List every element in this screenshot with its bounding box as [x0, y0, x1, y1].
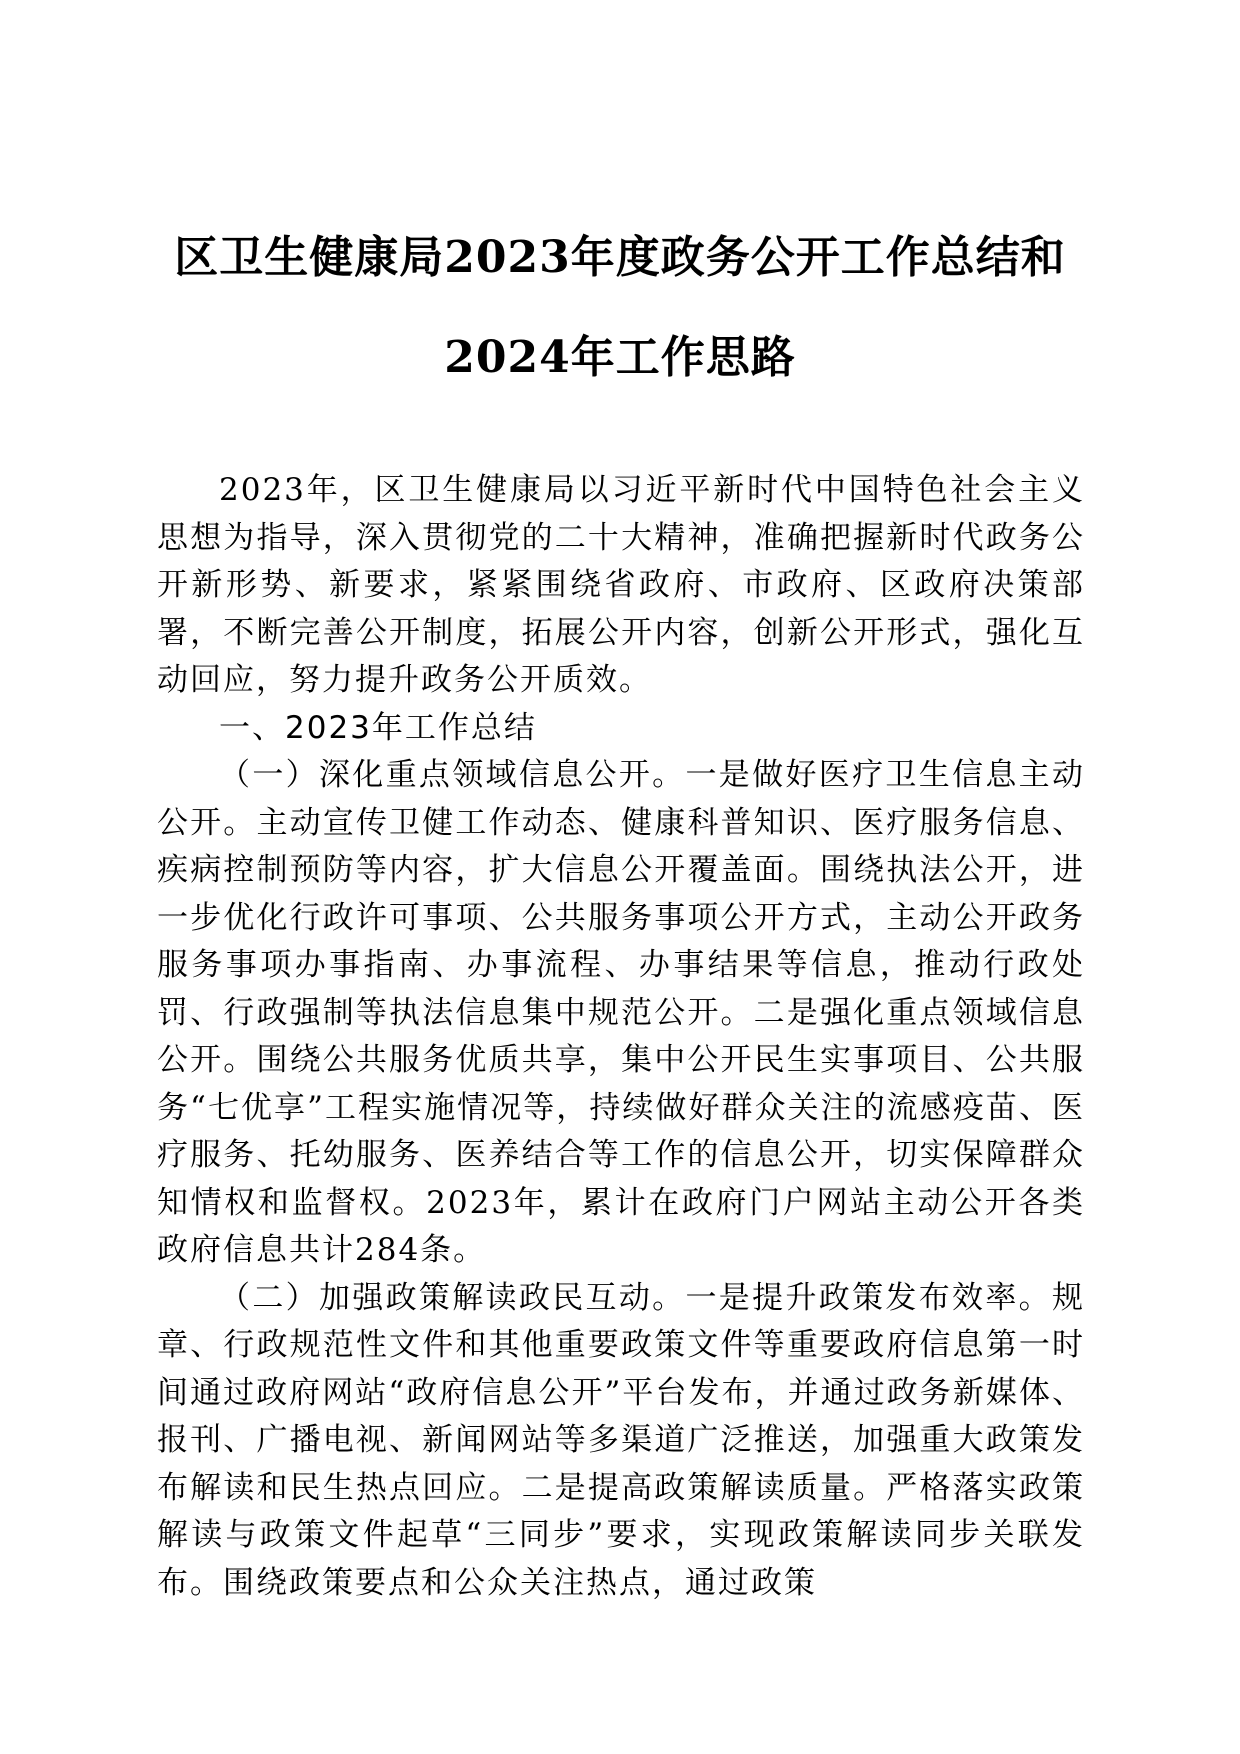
document-body [157, 467, 1085, 1607]
document-title-line-2: 2024年工作思路 [444, 332, 796, 383]
section-heading: 一、2023年工作总结 [219, 709, 537, 746]
paragraph-item-2: （二）加强政策解读政民互动。一是提升政策发布效率。规章、行政规范性文件和其他重要政策文件等重要政府信息第一时间通过政府网站“政府信息公开”平台发布，并通过政务新媒体、报刊、广播电视、新闻网站等多渠道广泛推送，加强重大政策发布解读和民生热点回应。二是提高政策解读质量。严格落实政策解读与政策文件起草“三同步”要求，实现政策解读同步关联发布。围绕政策要点和公众关注热点，通过政策 [157, 1279, 1085, 1601]
intro-paragraph: 2023年，区卫生健康局以习近平新时代中国特色社会主义思想为指导，深入贯彻党的二十大精神，准确把握新时代政务公开新形势、新要求，紧紧围绕省政府、市政府、区政府决策部署，不断完善公开制度，拓展公开内容，创新公开形式，强化互动回应，努力提升政务公开质效。 [157, 472, 1085, 698]
document-title-line-1: 区卫生健康局2023年度政务公开工作总结和 [174, 232, 1066, 283]
paragraph-item-1: （一）深化重点领域信息公开。一是做好医疗卫生信息主动公开。主动宣传卫健工作动态、健康科普知识、医疗服务信息、疾病控制预防等内容，扩大信息公开覆盖面。围绕执法公开，进一步优化行政许可事项、公共服务事项公开方式，主动公开政务服务事项办事指南、办事流程、办事结果等信息，推动行政处罚、行政强制等执法信息集中规范公开。二是强化重点领域信息公开。围绕公共服务优质共享，集中公开民生实事项目、公共服务“七优享”工程实施情况等，持续做好群众关注的流感疫苗、医疗服务、托幼服务、医养结合等工作的信息公开，切实保障群众知情权和监督权。2023年，累计在政府门户网站主动公开各类政府信息共计284条。 [157, 757, 1085, 1268]
